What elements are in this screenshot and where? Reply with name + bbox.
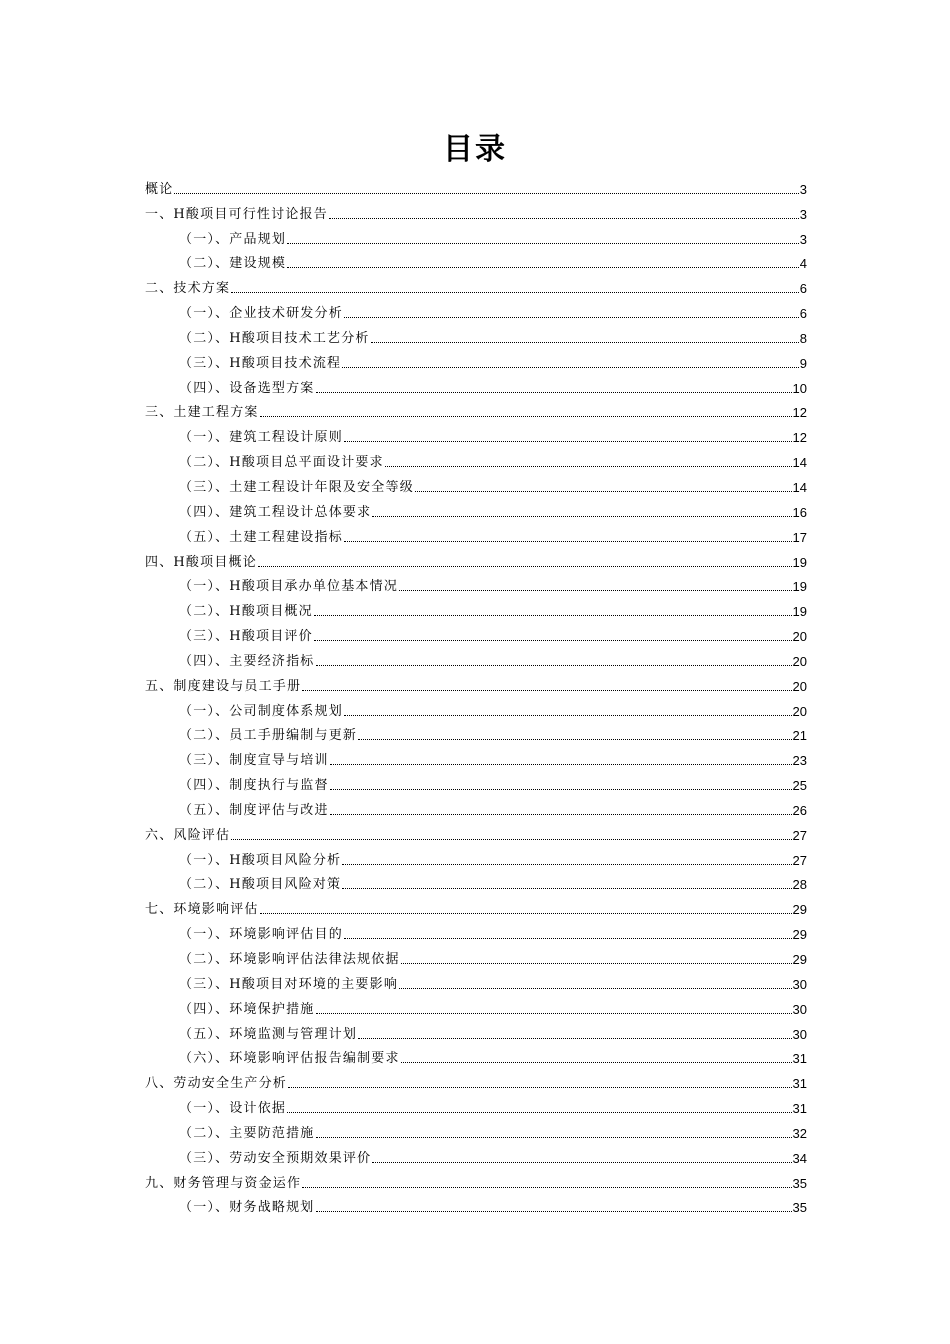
toc-entry-label: （六）、环境影响评估报告编制要求 <box>179 1051 400 1067</box>
toc-entry-page-number: 4 <box>799 256 807 272</box>
toc-entry[interactable] <box>145 944 807 969</box>
toc-dot-leader <box>344 317 799 318</box>
toc-dot-leader <box>342 864 791 865</box>
toc-entry-page-number: 31 <box>792 1101 807 1117</box>
toc-entry-page-number: 14 <box>792 479 807 495</box>
toc-dot-leader <box>302 1187 791 1188</box>
toc-entry[interactable] <box>145 348 807 373</box>
toc-entry-label: 六、风险评估 <box>145 827 231 843</box>
toc-dot-leader <box>372 1162 791 1163</box>
toc-entry-label: 一、H酸项目可行性讨论报告 <box>145 206 328 222</box>
toc-entry-page-number: 20 <box>792 653 807 669</box>
toc-entry-label: （四）、环境保护措施 <box>179 1001 315 1017</box>
toc-entry-page-number: 19 <box>792 579 807 595</box>
toc-entry-page-number: 6 <box>799 281 807 297</box>
toc-entry[interactable] <box>145 1193 807 1218</box>
toc-entry[interactable] <box>145 273 807 298</box>
toc-dot-leader <box>344 715 792 716</box>
toc-entry-page-number: 30 <box>792 1026 807 1042</box>
toc-entry-label: （三）、制度宣导与培训 <box>179 753 329 769</box>
toc-entry[interactable] <box>145 224 807 249</box>
toc-entry[interactable] <box>145 870 807 895</box>
toc-entry[interactable] <box>145 174 807 199</box>
toc-entry[interactable] <box>145 770 807 795</box>
toc-entry-label: （一）、设计依据 <box>179 1101 287 1117</box>
toc-entry-page-number: 31 <box>792 1051 807 1067</box>
toc-entry-page-number: 3 <box>799 206 807 222</box>
toc-entry-page-number: 30 <box>792 1001 807 1017</box>
toc-entry-label: （二）、员工手册编制与更新 <box>179 728 358 744</box>
toc-entry-page-number: 19 <box>792 604 807 620</box>
toc-entry-label: 五、制度建设与员工手册 <box>145 678 302 694</box>
toc-entry-label: （四）、建筑工程设计总体要求 <box>179 504 372 520</box>
toc-entry-page-number: 23 <box>792 753 807 769</box>
toc-entry-page-number: 9 <box>799 355 807 371</box>
toc-entry-label: （三）、劳动安全预期效果评价 <box>179 1150 372 1166</box>
toc-entry[interactable] <box>145 845 807 870</box>
toc-dot-leader <box>316 665 792 666</box>
toc-dot-leader <box>316 392 792 393</box>
toc-entry-label: （五）、环境监测与管理计划 <box>179 1026 358 1042</box>
toc-entry-page-number: 25 <box>792 778 807 794</box>
toc-entry-page-number: 6 <box>799 306 807 322</box>
toc-entry[interactable] <box>145 1118 807 1143</box>
toc-entry-label: （二）、H酸项目总平面设计要求 <box>179 455 384 471</box>
toc-entry-label: 七、环境影响评估 <box>145 902 259 918</box>
toc-entry-page-number: 8 <box>799 330 807 346</box>
toc-entry-page-number: 29 <box>792 952 807 967</box>
toc-dot-leader <box>344 938 792 939</box>
toc-dot-leader <box>329 218 799 219</box>
toc-dot-leader <box>258 566 792 567</box>
toc-dot-leader <box>314 640 792 641</box>
toc-dot-leader <box>372 516 791 517</box>
toc-entry-page-number: 31 <box>792 1076 807 1092</box>
toc-entry[interactable] <box>145 621 807 646</box>
toc-entry[interactable] <box>145 894 807 919</box>
toc-entry-page-number: 35 <box>792 1175 807 1191</box>
toc-entry-label: （一）、建筑工程设计原则 <box>179 430 343 446</box>
toc-dot-leader <box>358 1038 791 1039</box>
toc-entry-page-number: 35 <box>792 1200 807 1216</box>
toc-entry[interactable] <box>145 572 807 597</box>
toc-entry[interactable] <box>145 249 807 274</box>
toc-title: 目录 <box>443 132 507 167</box>
toc-entry-label: （三）、土建工程设计年限及安全等级 <box>179 479 414 495</box>
toc-entry-label: （二）、主要防范措施 <box>179 1125 315 1141</box>
toc-entry[interactable] <box>145 1093 807 1118</box>
toc-dot-leader <box>344 541 792 542</box>
toc-entry-page-number: 12 <box>792 430 807 446</box>
toc-dot-leader <box>314 615 792 616</box>
toc-entry[interactable] <box>145 1019 807 1044</box>
toc-entry[interactable] <box>145 199 807 224</box>
toc-entry-page-number: 20 <box>792 703 807 719</box>
toc-entry-label: （五）、制度评估与改进 <box>179 802 329 818</box>
toc-dot-leader <box>342 367 799 368</box>
toc-dot-leader <box>344 441 792 442</box>
toc-entry-label: （三）、H酸项目对环境的主要影响 <box>179 976 399 992</box>
toc-entry[interactable] <box>145 1168 807 1193</box>
toc-entry[interactable] <box>145 696 807 721</box>
toc-entry-label: （二）、环境影响评估法律法规依据 <box>179 952 400 967</box>
toc-entry-label: （一）、H酸项目风险分析 <box>179 852 342 868</box>
toc-entry-label: （一）、H酸项目承办单位基本情况 <box>179 579 399 595</box>
toc-entry-label: （一）、公司制度体系规划 <box>179 703 343 719</box>
toc-entry-page-number: 3 <box>799 181 807 197</box>
toc-dot-leader <box>358 739 791 740</box>
toc-entry-page-number: 34 <box>792 1150 807 1166</box>
toc-entry-label: （四）、设备选型方案 <box>179 380 315 396</box>
toc-dot-leader <box>302 690 791 691</box>
toc-entry[interactable] <box>145 472 807 497</box>
toc-entry-page-number: 21 <box>792 728 807 744</box>
toc-entry[interactable] <box>145 721 807 746</box>
toc-dot-leader <box>260 416 792 417</box>
toc-entry-label: 八、劳动安全生产分析 <box>145 1076 288 1092</box>
toc-entry[interactable] <box>145 373 807 398</box>
toc-entry-label: 四、H酸项目概论 <box>145 554 257 570</box>
toc-dot-leader <box>287 267 799 268</box>
toc-dot-leader <box>231 839 791 840</box>
toc-entry[interactable] <box>145 919 807 944</box>
toc-dot-leader <box>288 1087 792 1088</box>
toc-dot-leader <box>174 193 798 194</box>
toc-dot-leader <box>231 292 799 293</box>
toc-entry-label: （三）、H酸项目技术流程 <box>179 355 342 371</box>
toc-entry-label: （一）、企业技术研发分析 <box>179 306 343 322</box>
toc-entry[interactable] <box>145 1143 807 1168</box>
toc-entry-page-number: 27 <box>792 827 807 843</box>
toc-dot-leader <box>330 764 792 765</box>
toc-entry[interactable] <box>145 298 807 323</box>
toc-entry-label: （二）、H酸项目风险对策 <box>179 877 342 893</box>
toc-dot-leader <box>401 963 792 964</box>
toc-entry-page-number: 14 <box>792 455 807 471</box>
toc-entry[interactable] <box>145 1044 807 1069</box>
toc-entry-label: （四）、主要经济指标 <box>179 653 315 669</box>
toc-entry-label: 三、土建工程方案 <box>145 405 259 421</box>
toc-entry-page-number: 29 <box>792 927 807 943</box>
toc-dot-leader <box>415 491 792 492</box>
toc-entry-label: （四）、制度执行与监督 <box>179 778 329 794</box>
toc-entry-page-number: 28 <box>792 877 807 893</box>
toc-entry-page-number: 16 <box>792 504 807 520</box>
toc-entry[interactable] <box>145 795 807 820</box>
toc-entry[interactable] <box>145 447 807 472</box>
toc-entry-page-number: 29 <box>792 902 807 918</box>
toc-dot-leader <box>399 988 791 989</box>
toc-dot-leader <box>385 466 792 467</box>
toc-dot-leader <box>401 1062 792 1063</box>
toc-entry[interactable] <box>145 323 807 348</box>
toc-dot-leader <box>330 814 792 815</box>
toc-entry[interactable] <box>145 969 807 994</box>
toc-dot-leader <box>316 1137 792 1138</box>
toc-entry[interactable] <box>145 1068 807 1093</box>
toc-entry[interactable] <box>145 497 807 522</box>
toc-entry[interactable] <box>145 745 807 770</box>
toc-dot-leader <box>342 888 791 889</box>
toc-entry-label: （二）、H酸项目概况 <box>179 604 313 620</box>
toc-entry[interactable] <box>145 820 807 845</box>
toc-entry[interactable] <box>145 398 807 423</box>
toc-entry-label: 九、财务管理与资金运作 <box>145 1175 302 1191</box>
toc-entry[interactable] <box>145 522 807 547</box>
toc-entry-page-number: 30 <box>792 976 807 992</box>
toc-entry-label: （三）、H酸项目评价 <box>179 629 313 645</box>
toc-dot-leader <box>371 342 799 343</box>
toc-dot-leader <box>287 1112 791 1113</box>
toc-entry[interactable] <box>145 671 807 696</box>
toc-entry-page-number: 32 <box>792 1125 807 1141</box>
toc-entry-label: 二、技术方案 <box>145 281 231 297</box>
toc-entry-label: （二）、建设规模 <box>179 256 287 272</box>
toc-dot-leader <box>399 590 791 591</box>
toc-dot-leader <box>330 789 792 790</box>
toc-dot-leader <box>316 1211 792 1212</box>
toc-entry[interactable] <box>145 422 807 447</box>
toc-entry-page-number: 17 <box>792 529 807 545</box>
toc-entry-page-number: 12 <box>792 405 807 421</box>
toc-entry[interactable] <box>145 547 807 572</box>
toc-entry-label: （一）、产品规划 <box>179 231 287 247</box>
toc-entry-page-number: 27 <box>792 852 807 868</box>
toc-entry[interactable] <box>145 994 807 1019</box>
toc-entry-page-number: 20 <box>792 629 807 645</box>
toc-entry-label: （二）、H酸项目技术工艺分析 <box>179 330 370 346</box>
toc-entry-page-number: 10 <box>792 380 807 396</box>
toc-entry-page-number: 26 <box>792 802 807 818</box>
toc-entry-page-number: 3 <box>799 231 807 247</box>
toc-entry-page-number: 19 <box>792 554 807 570</box>
toc-dot-leader <box>260 913 792 914</box>
toc-entry-label: （五）、土建工程建设指标 <box>179 529 343 545</box>
toc-dot-leader <box>316 1013 792 1014</box>
toc-entry-label: 概论 <box>145 181 174 197</box>
toc-entry-label: （一）、环境影响评估目的 <box>179 927 343 943</box>
toc-list <box>145 174 807 1217</box>
toc-entry-page-number: 20 <box>792 678 807 694</box>
toc-entry[interactable] <box>145 596 807 621</box>
toc-entry[interactable] <box>145 646 807 671</box>
toc-entry-label: （一）、财务战略规划 <box>179 1200 315 1216</box>
toc-dot-leader <box>287 243 799 244</box>
